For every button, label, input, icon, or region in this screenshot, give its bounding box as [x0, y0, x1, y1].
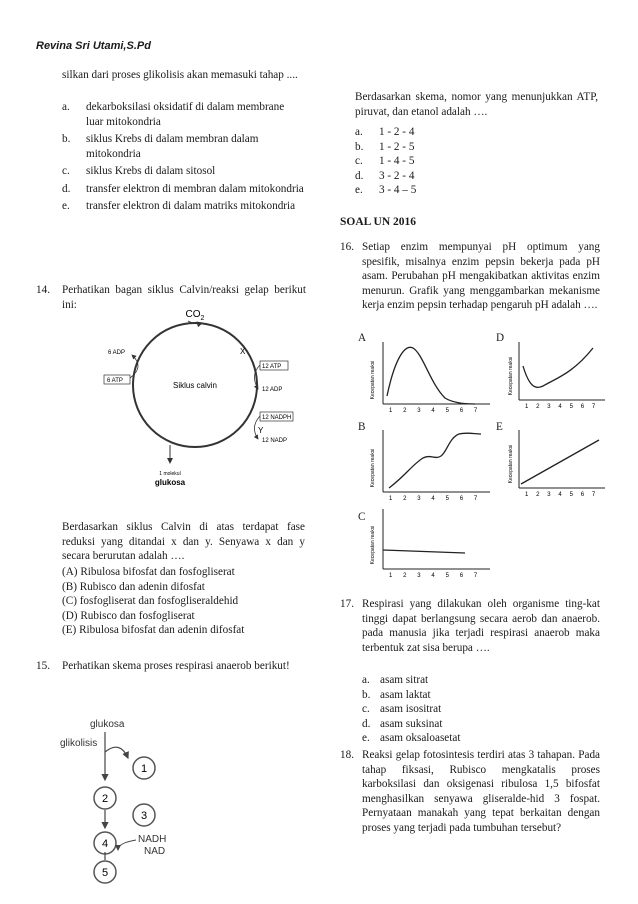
- section-title: SOAL UN 2016: [340, 216, 417, 228]
- tick-label: 2: [536, 404, 540, 410]
- graph-c: [365, 505, 500, 585]
- tick-label: 1: [389, 496, 393, 502]
- q18-number: 18.: [340, 749, 354, 761]
- q14-number: 14.: [36, 284, 50, 296]
- q17-option-e[interactable]: e. asam oksaloasetat: [362, 732, 461, 744]
- glukosa-label: glukosa: [154, 478, 186, 487]
- q13-option-a[interactable]: a. dekarboksilasi oksidatif di dalam membrane luar mitokondria: [62, 101, 285, 128]
- atp-label: 12 ATP: [262, 364, 282, 370]
- q15-follow: Berdasarkan skema, nomor yang menunjukkan ATP, piruvat, dan etanol adalah ….: [355, 91, 598, 118]
- tick-label: 2: [403, 408, 407, 414]
- nadph-label: 12 NADPH: [262, 415, 292, 421]
- tick-label: 3: [547, 404, 551, 410]
- q16-stem: 16. Setiap enzim mempunyai pH optimum yang spesifik, misalnya enzim pepsin bekerja pada pH asam. Perubahan pH mengakibatkan aktivitas enzim menurun. Grafik yang menggambarkan mekanisme kerja enzim pepsin terhadap pengaruh pH adalah ….: [340, 241, 600, 311]
- tick-label: 2: [403, 496, 407, 502]
- q13-option-e[interactable]: e. transfer elektron di dalam matriks mitokondria: [62, 200, 296, 212]
- tick-label: 4: [431, 496, 435, 502]
- tick-label: 7: [473, 573, 478, 579]
- x-label: X: [240, 347, 246, 356]
- q15-option-e[interactable]: e. 3 - 4 – 5: [355, 184, 417, 196]
- tick-label: 2: [403, 573, 407, 579]
- q14-option-b[interactable]: (B) Rubisco dan adenin difosfat: [62, 580, 205, 593]
- tick-label: 4: [558, 404, 562, 410]
- svg-text:Kecepatan reaksi: Kecepatan reaksi: [508, 356, 514, 396]
- glukosa-note: 1 molekul: [159, 471, 181, 477]
- nadp-label: 12 NADP: [262, 438, 288, 444]
- tick-label: 5: [445, 573, 449, 579]
- q15-option-c[interactable]: c. 1 - 4 - 5: [355, 155, 415, 167]
- node-3: 3: [140, 810, 148, 822]
- co2-label: $CO_2$: [185, 309, 205, 322]
- q14-option-e[interactable]: (E) Ribulosa bifosfat dan adenin difosfat: [62, 624, 245, 636]
- tick-label: 6: [580, 492, 585, 498]
- tick-label: 7: [473, 496, 478, 502]
- graph-e: [505, 426, 610, 508]
- q17-option-b[interactable]: b. asam laktat: [362, 688, 431, 701]
- node-5: 5: [101, 867, 109, 879]
- svg-text:Kecepatan reaksi: Kecepatan reaksi: [370, 360, 376, 400]
- graph-label-d[interactable]: D: [496, 332, 505, 344]
- node-4: 4: [101, 838, 109, 850]
- graph-d: [505, 338, 610, 420]
- q17-option-a[interactable]: a. asam sitrat: [362, 674, 429, 686]
- tick-label: 6: [459, 496, 464, 502]
- q13-option-c[interactable]: c. siklus Krebs di dalam sitosol: [62, 165, 216, 177]
- left-atp-label: 6 ATP: [107, 378, 123, 384]
- q14-option-d[interactable]: (D) Rubisco dan fosfogliserat: [62, 609, 195, 622]
- q18-stem: 18. Reaksi gelap fotosintesis terdiri atas 3 tahapan. Pada tahap fiksasi, Rubisco mengkatalis proses karboksilasi dan oksigenasi ribulosa 1,5 bifosfat menghasilkan senyawa gliseralde-hid 3 fospat. Pernyataan manakah yang tepat berkaitan dengan proses yang terjadi pada tumbuhan tersebut?: [340, 749, 600, 834]
- graph-label-a[interactable]: A: [358, 332, 367, 344]
- tick-label: 6: [459, 573, 464, 579]
- q15-stem: 15. Perhatikan skema proses respirasi anaerob berikut!: [36, 660, 290, 672]
- q15-option-d[interactable]: d. 3 - 2 - 4: [355, 169, 415, 182]
- q13-option-d[interactable]: d. transfer elektron di membran dalam mitokondria: [62, 182, 304, 195]
- tick-label: 4: [558, 492, 562, 498]
- tick-label: 3: [547, 492, 551, 498]
- left-adp-label: 6 ADP: [108, 350, 126, 356]
- q15-option-b[interactable]: b. 1 - 2 - 5: [355, 140, 415, 153]
- graph-label-b[interactable]: B: [358, 421, 366, 433]
- calvin-cycle-diagram: [100, 305, 310, 500]
- tick-label: 7: [591, 404, 596, 410]
- q17-option-d[interactable]: d. asam suksinat: [362, 717, 443, 730]
- q15-option-a[interactable]: a. 1 - 2 - 4: [355, 126, 415, 138]
- tick-label: 6: [580, 404, 585, 410]
- tick-label: 1: [525, 404, 529, 410]
- tick-label: 4: [431, 408, 435, 414]
- q14-stem: 14. Perhatikan bagan siklus Calvin/reaksi gelap berikut ini:: [36, 284, 306, 311]
- page-header: Revina Sri Utami,S.Pd: [36, 40, 151, 52]
- q17-options: [362, 673, 562, 746]
- tick-label: 3: [417, 408, 421, 414]
- q14-option-c[interactable]: (C) fosfogliserat dan fosfogliseraldehid: [62, 595, 239, 607]
- anaerob-diagram-bottom: [90, 852, 130, 886]
- q17-option-c[interactable]: c. asam isositrat: [362, 703, 442, 715]
- node-1: 1: [140, 763, 148, 775]
- tick-label: 4: [431, 573, 435, 579]
- q14-options: [62, 565, 305, 638]
- q14-option-a[interactable]: (A) Ribulosa bifosfat dan fosfogliserat: [62, 566, 235, 578]
- graph-label-c[interactable]: C: [358, 511, 366, 523]
- tick-label: 5: [445, 496, 449, 502]
- q13-option-b[interactable]: b. siklus Krebs di dalam membran dalam mitokondria: [62, 133, 259, 160]
- anaerob-diagram: [60, 710, 210, 860]
- q16-number: 16.: [340, 241, 354, 253]
- tick-label: 1: [389, 573, 393, 579]
- adp-label: 12 ADP: [262, 387, 283, 393]
- nadh-text: NADH: [138, 834, 167, 845]
- graph-a: [365, 338, 500, 420]
- glikolisis-text: glikolisis: [60, 738, 98, 749]
- tick-label: 7: [473, 408, 478, 414]
- node-2: 2: [101, 793, 109, 805]
- q14-follow: Berdasarkan siklus Calvin di atas terdapat fase reduksi yang ditandai x dan y. Senyawa x dan y secara berurutan adalah ….: [62, 521, 305, 562]
- tick-label: 3: [417, 573, 421, 579]
- tick-label: 5: [569, 404, 573, 410]
- svg-text:Kecepatan reaksi: Kecepatan reaksi: [370, 448, 376, 488]
- q17-number: 17.: [340, 598, 354, 610]
- graph-label-e[interactable]: E: [496, 421, 503, 433]
- graph-b: [365, 426, 500, 508]
- q15-options: [355, 125, 555, 198]
- q15-number: 15.: [36, 660, 50, 672]
- tick-label: 5: [569, 492, 573, 498]
- q17-stem: 17. Respirasi yang dilakukan oleh organisme ting-kat tinggi dapat berlangsung secara aerob dan anaerob. pada manusia jika terjadi respirasi anaerob maka terbentuk zat sisa berupa ….: [340, 598, 600, 654]
- tick-label: 1: [389, 408, 393, 414]
- svg-text:Kecepatan reaksi: Kecepatan reaksi: [508, 444, 514, 484]
- nad-text: NAD: [144, 846, 166, 857]
- y-label: Y: [258, 426, 264, 435]
- center-label: Siklus calvin: [172, 381, 218, 390]
- tick-label: 1: [525, 492, 529, 498]
- tick-label: 7: [591, 492, 596, 498]
- tick-label: 3: [417, 496, 421, 502]
- q13-options: [62, 100, 304, 214]
- tick-label: 5: [445, 408, 449, 414]
- tick-label: 2: [536, 492, 540, 498]
- glukosa-text: glukosa: [90, 719, 125, 730]
- svg-text:Kecepatan reaksi: Kecepatan reaksi: [370, 525, 376, 565]
- q13-stem: silkan dari proses glikolisis akan memasuki tahap ....: [62, 69, 298, 81]
- tick-label: 6: [459, 408, 464, 414]
